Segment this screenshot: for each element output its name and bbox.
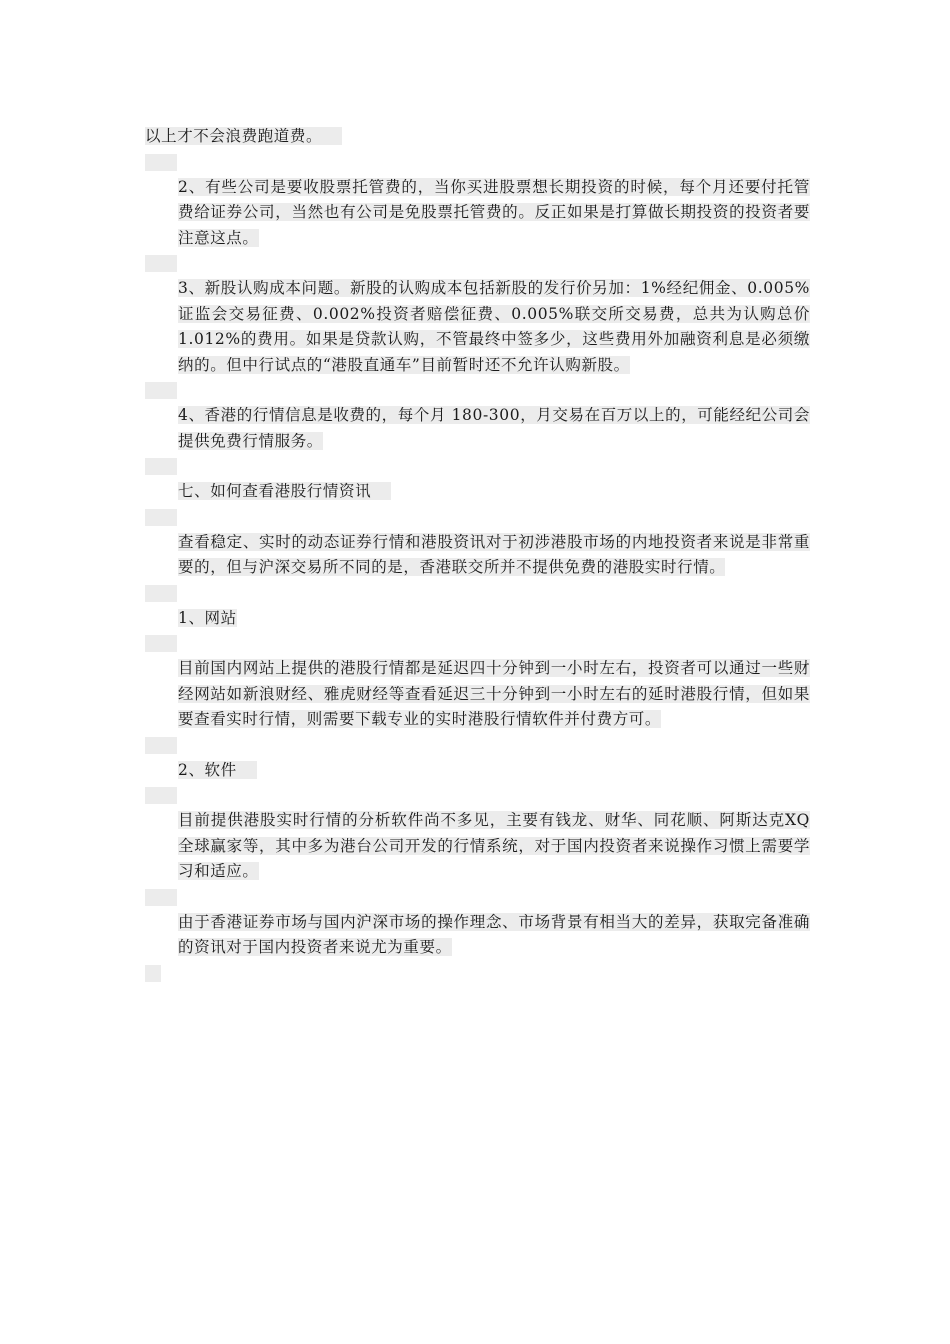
document-body: [145, 124, 810, 986]
subheading-software: 2、软件: [145, 758, 810, 784]
empty-paragraph: [145, 965, 161, 982]
empty-paragraph: [145, 255, 177, 272]
empty-paragraph: [145, 787, 177, 804]
paragraph-2: 2、有些公司是要收股票托管费的，当你买进股票想长期投资的时候，每个月还要付托管费给证券公司，当然也有公司是免股票托管费的。反正如果是打算做长期投资的投资者要注意这点。: [178, 177, 810, 247]
empty-paragraph: [145, 737, 177, 754]
paragraph-6: 目前国内网站上提供的港股行情都是延迟四十分钟到一小时左右，投资者可以通过一些财经网站如新浪财经、雅虎财经等查看延迟三十分钟到一小时左右的延时港股行情，但如果要查看实时行情，则需要下载专业的实时港股行情软件并付费方可。: [178, 659, 810, 728]
empty-paragraph: [145, 635, 177, 652]
paragraph-5: 查看稳定、实时的动态证券行情和港股资讯对于初涉港股市场的内地投资者来说是非常重要的，但与沪深交易所不同的是，香港联交所并不提供免费的港股实时行情。: [178, 532, 810, 576]
empty-paragraph: [145, 889, 177, 906]
empty-paragraph: [145, 382, 177, 399]
paragraph-4: 4、香港的行情信息是收费的，每个月 180-300，月交易在百万以上的，可能经纪公司会提供免费行情服务。: [178, 406, 810, 450]
section-heading: 七、如何查看港股行情资讯: [145, 479, 810, 505]
empty-paragraph: [145, 509, 177, 526]
empty-paragraph: [145, 154, 177, 171]
paragraph-7: 目前提供港股实时行情的分析软件尚不多见，主要有钱龙、财华、同花顺、阿斯达克XQ 全球赢家等，其中多为港台公司开发的行情系统，对于国内投资者来说操作习惯上需要学习和适应。: [178, 811, 810, 880]
empty-paragraph: [145, 458, 177, 475]
subheading-website: 1、网站: [178, 608, 237, 627]
paragraph-1: 以上才不会浪费跑道费。: [145, 124, 810, 150]
paragraph-3: 3、新股认购成本问题。新股的认购成本包括新股的发行价另加：1%经纪佣金、0.005%证监会交易征费、0.002%投资者赔偿征费、0.005%联交所交易费，总共为认购总价1.012%的费用。如果是贷款认购，不管最终中签多少，这些费用外加融资利息是必须缴纳的。但中行试点的“港股直通车”目前暂时还不允许认购新股。: [178, 279, 810, 374]
empty-paragraph: [145, 585, 177, 602]
paragraph-8: 由于香港证券市场与国内沪深市场的操作理念、市场背景有相当大的差异，获取完备准确的资讯对于国内投资者来说尤为重要。: [178, 912, 810, 956]
